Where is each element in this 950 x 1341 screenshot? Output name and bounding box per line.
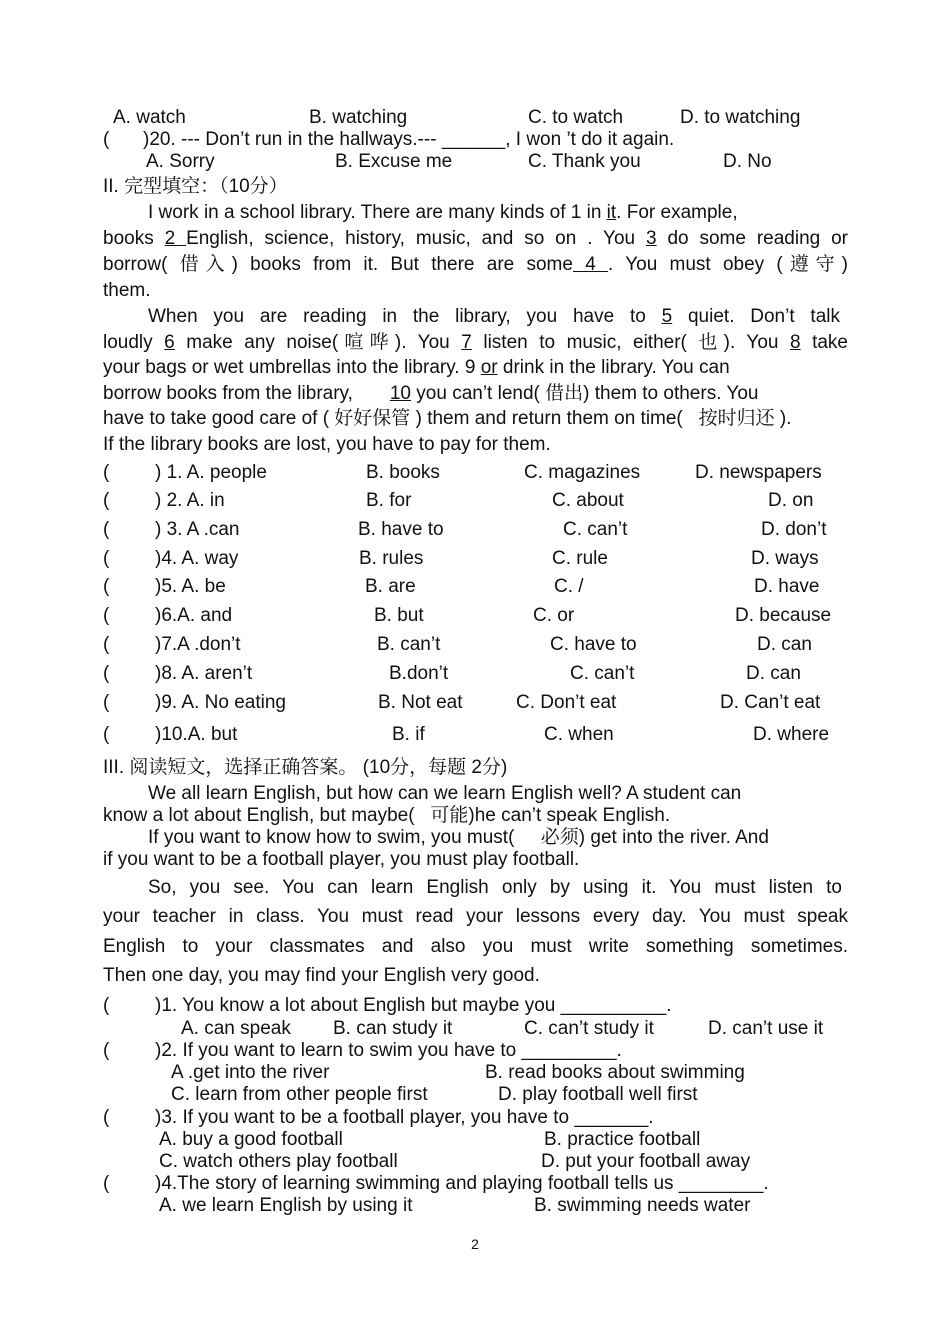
question-option-a: A. buy a good football [159, 1129, 343, 1150]
answer-paren[interactable]: ( [103, 692, 110, 713]
answer-paren[interactable]: ( [103, 519, 110, 540]
question-option-a: )7.A .don’t [155, 634, 241, 655]
question-option-b: B. Not eat [378, 692, 463, 713]
q19-option-c: C. to watch [528, 107, 624, 128]
question-option-a: )9. A. No eating [155, 692, 286, 713]
question-option-b: B. read books about swimming [485, 1062, 745, 1083]
reading-p3-line3: English to your classmates and also you must write something sometimes. [103, 936, 848, 957]
cloze-p1-line4: them. [103, 280, 151, 301]
answer-paren[interactable]: ( [103, 576, 110, 597]
question-stem: )2. If you want to learn to swim you have to _________. [155, 1040, 622, 1061]
question-option-d: D. put your football away [541, 1151, 751, 1172]
question-stem: )1. You know a lot about English but maybe you __________. [155, 995, 672, 1016]
q20-answer-paren[interactable]: ( [103, 129, 110, 150]
question-option-a: )4. A. way [155, 548, 239, 569]
answer-paren[interactable]: ( [103, 462, 110, 483]
reading-p2-line1: If you want to know how to swim, you must( 必须) get into the river. And [148, 827, 769, 848]
q20-stem: )20. --- Don’t run in the hallways.--- ______, I won ’t do it again. [143, 129, 675, 150]
question-option-b: B. practice football [544, 1129, 701, 1150]
question-option-c: C. learn from other people first [171, 1084, 428, 1105]
question-option-a: )6.A. and [155, 605, 233, 626]
question-option-b: B. can study it [333, 1018, 453, 1039]
reading-p3-line1: So, you see. You can learn English only by using it. You must listen to [148, 877, 842, 898]
q19-option-d: D. to watching [680, 107, 801, 128]
question-option-b: B. can’t [377, 634, 441, 655]
question-option-d: D. on [768, 490, 814, 511]
q20-option-d: D. No [723, 151, 772, 172]
question-option-b: B. books [366, 462, 440, 483]
question-option-c: C. about [552, 490, 624, 511]
question-option-c: C. watch others play football [159, 1151, 398, 1172]
question-stem: )4.The story of learning swimming and playing football tells us ________. [155, 1173, 769, 1194]
question-option-d: D. ways [751, 548, 819, 569]
cloze-p2-line4: borrow books from the library, 10 you can’t lend( 借出) them to others. You [103, 383, 759, 404]
question-option-c: C. or [533, 605, 575, 626]
answer-paren[interactable]: ( [103, 1173, 110, 1194]
answer-paren[interactable]: ( [103, 548, 110, 569]
page-number: 2 [471, 1236, 479, 1252]
reading-p1-line1: We all learn English, but how can we learn English well? A student can [148, 783, 742, 804]
answer-paren[interactable]: ( [103, 490, 110, 511]
answer-paren[interactable]: ( [103, 605, 110, 626]
question-option-d: D. play football well first [498, 1084, 698, 1105]
cloze-p1-line1: I work in a school library. There are many kinds of 1 in it. For example, [148, 202, 738, 223]
cloze-p2-line2: loudly 6 make any noise(喧哗). You 7 listen to music, either( 也). You 8 take [103, 332, 848, 353]
cloze-p2-line1: When you are reading in the library, you have to 5 quiet. Don’t talk [148, 306, 840, 327]
reading-p2-line2: if you want to be a football player, you must play football. [103, 849, 580, 870]
cloze-p1-line3: borrow( 借入) books from it. But there are some 4 . You must obey (遵守) [103, 254, 848, 275]
q20-option-c: C. Thank you [528, 151, 641, 172]
answer-paren[interactable]: ( [103, 663, 110, 684]
question-option-a: )10.A. but [155, 724, 238, 745]
question-option-d: D. where [753, 724, 830, 745]
question-option-a: ) 1. A. people [155, 462, 267, 483]
question-option-d: D. can [746, 663, 801, 684]
question-option-d: D. newspapers [695, 462, 822, 483]
section2-heading: II. 完型填空：（10分） [103, 176, 288, 197]
question-option-b: B. have to [358, 519, 444, 540]
q19-option-b: B. watching [309, 107, 408, 128]
reading-p3-line4: Then one day, you may find your English very good. [103, 965, 540, 986]
question-option-d: D. because [735, 605, 832, 626]
question-option-b: B. but [374, 605, 424, 626]
question-option-b: B. for [366, 490, 412, 511]
question-option-d: D. Can’t eat [720, 692, 821, 713]
answer-paren[interactable]: ( [103, 995, 110, 1016]
question-option-c: C. Don’t eat [516, 692, 617, 713]
question-option-b: B. swimming needs water [534, 1195, 751, 1216]
question-option-a: A .get into the river [171, 1062, 330, 1083]
question-option-b: B. rules [359, 548, 424, 569]
q20-option-b: B. Excuse me [335, 151, 453, 172]
question-option-a: A. can speak [181, 1018, 291, 1039]
question-option-d: D. can [757, 634, 812, 655]
answer-paren[interactable]: ( [103, 1107, 110, 1128]
question-option-c: C. can’t [563, 519, 628, 540]
question-option-a: ) 3. A .can [155, 519, 240, 540]
question-option-c: C. magazines [524, 462, 641, 483]
section3-heading: III. 阅读短文，选择正确答案。 (10分，每题 2分) [103, 757, 508, 778]
question-option-b: B. if [392, 724, 425, 745]
question-option-d: D. have [754, 576, 820, 597]
answer-paren[interactable]: ( [103, 634, 110, 655]
cloze-p1-line2: books 2 English, science, history, music, and so on . You 3 do some reading or [103, 228, 848, 249]
question-option-c: C. can’t [570, 663, 635, 684]
question-option-a: ) 2. A. in [155, 490, 225, 511]
question-option-c: C. can’t study it [524, 1018, 654, 1039]
question-option-c: C. / [554, 576, 584, 597]
cloze-p2-line3: your bags or wet umbrellas into the library. 9 or drink in the library. You can [103, 357, 730, 378]
q19-option-a: A. watch [113, 107, 186, 128]
reading-p1-line2: know a lot about English, but maybe( 可能)he can’t speak English. [103, 805, 671, 826]
question-option-a: A. we learn English by using it [159, 1195, 413, 1216]
answer-paren[interactable]: ( [103, 1040, 110, 1061]
question-option-c: C. have to [550, 634, 637, 655]
question-option-a: )8. A. aren’t [155, 663, 253, 684]
reading-p3-line2: your teacher in class. You must read your lessons every day. You must speak [103, 906, 848, 927]
answer-paren[interactable]: ( [103, 724, 110, 745]
question-option-b: B.don’t [389, 663, 449, 684]
question-option-c: C. when [544, 724, 614, 745]
question-option-c: C. rule [552, 548, 608, 569]
cloze-p2-line6: If the library books are lost, you have to pay for them. [103, 434, 551, 455]
question-stem: )3. If you want to be a football player, you have to _______. [155, 1107, 654, 1128]
question-option-d: D. don’t [761, 519, 827, 540]
question-option-b: B. are [365, 576, 416, 597]
q20-option-a: A. Sorry [146, 151, 215, 172]
cloze-p2-line5: have to take good care of ( 好好保管 ) them and return them on time( 按时归还 ). [103, 408, 792, 429]
question-option-d: D. can’t use it [708, 1018, 824, 1039]
question-option-a: )5. A. be [155, 576, 226, 597]
